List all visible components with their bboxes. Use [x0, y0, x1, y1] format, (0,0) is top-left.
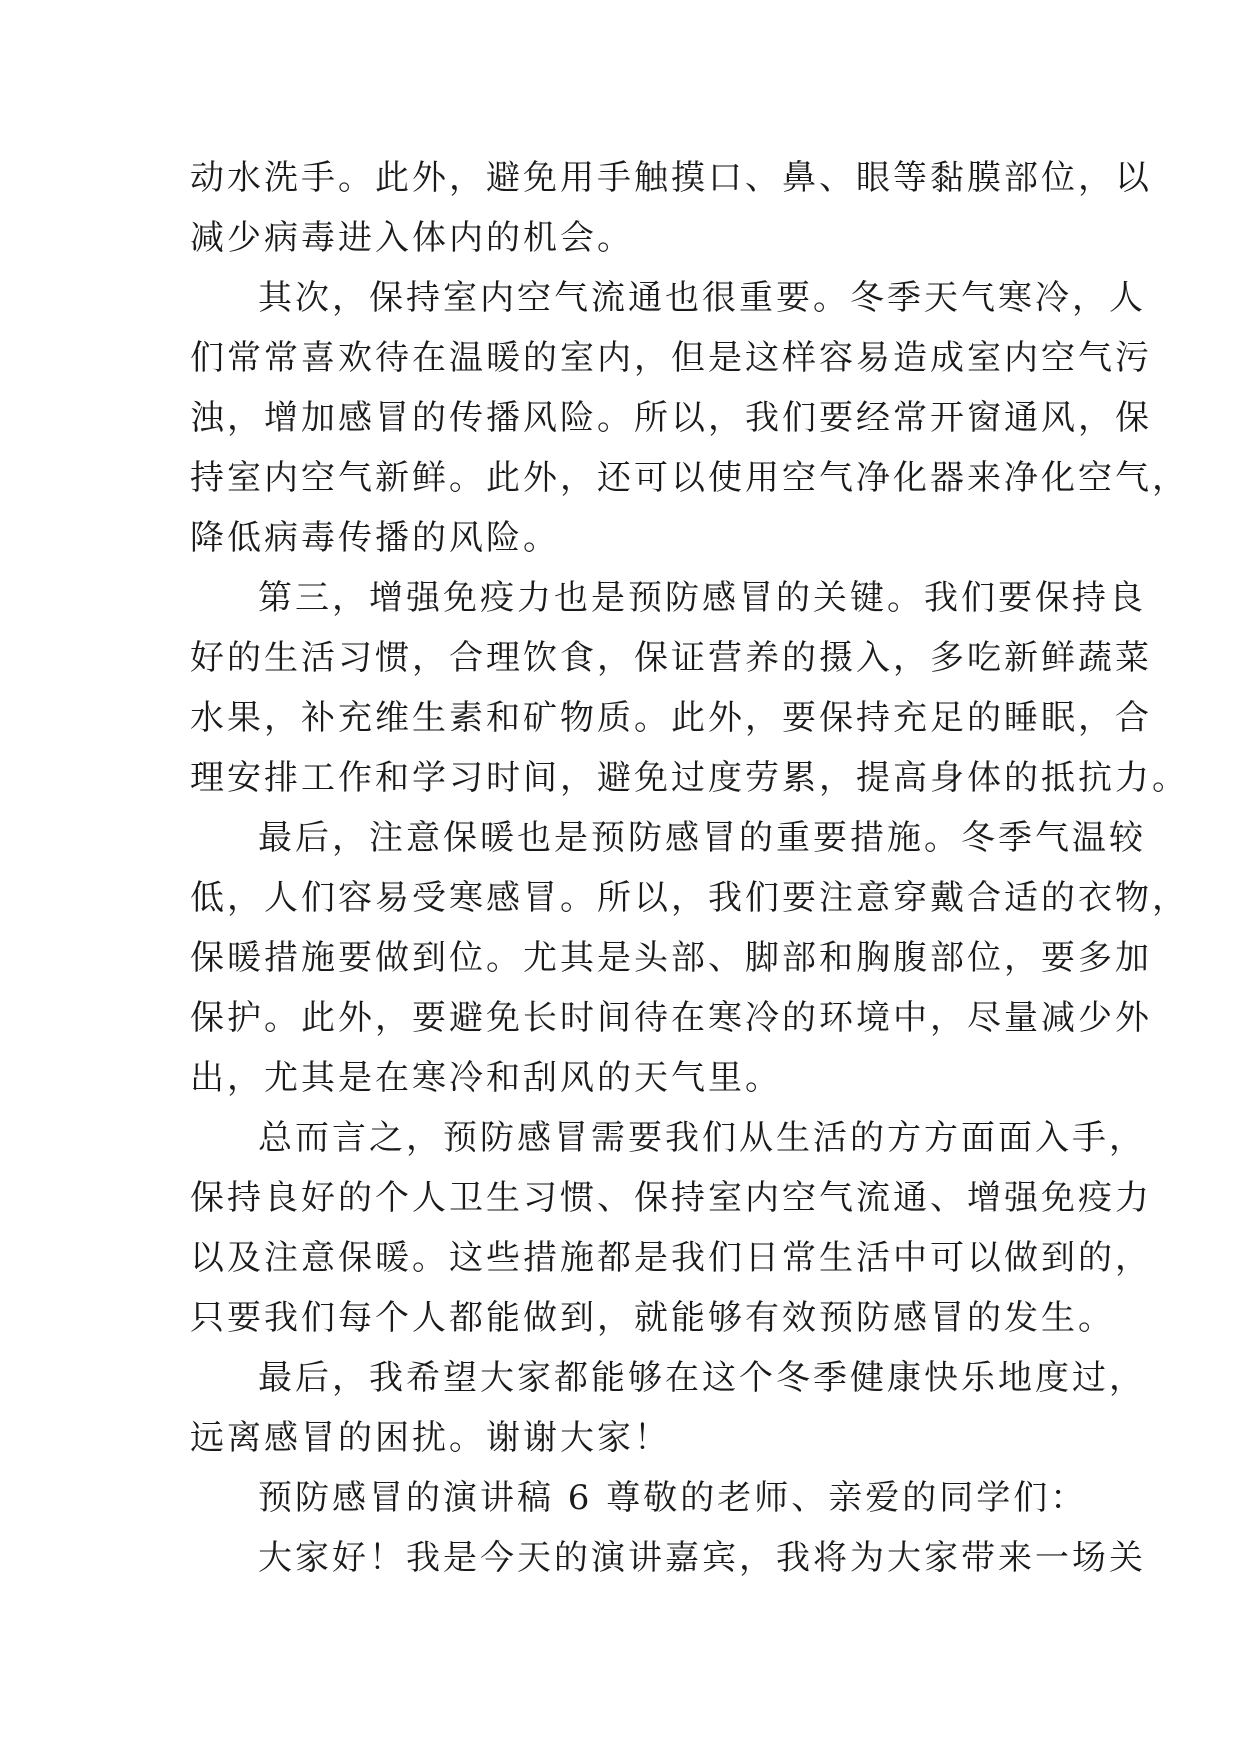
text-line: 远离感冒的困扰。谢谢大家！ [190, 1418, 671, 1458]
text-line: 最后，注意保暖也是预防感冒的重要措施。冬季气温较 [258, 818, 1146, 858]
text-line: 动水洗手。此外，避免用手触摸口、鼻、眼等黏膜部位，以 [190, 158, 1152, 198]
document-body [190, 148, 1189, 1588]
text-line: 水果，补充维生素和矿物质。此外，要保持充足的睡眠，合 [190, 698, 1152, 738]
text-line: 总而言之，预防感冒需要我们从生活的方方面面入手， [258, 1118, 1146, 1158]
text-line: 持室内空气新鲜。此外，还可以使用空气净化器来净化空气， [190, 458, 1189, 498]
text-line: 好的生活习惯，合理饮食，保证营养的摄入，多吃新鲜蔬菜 [190, 638, 1152, 678]
text-line: 低，人们容易受寒感冒。所以，我们要注意穿戴合适的衣物， [190, 878, 1189, 918]
text-line: 出，尤其是在寒冷和刮风的天气里。 [190, 1058, 782, 1098]
text-line: 大家好！我是今天的演讲嘉宾，我将为大家带来一场关 [258, 1538, 1146, 1578]
text-line: 只要我们每个人都能做到，就能够有效预防感冒的发生。 [190, 1298, 1115, 1338]
text-line: 预防感冒的演讲稿 6 尊敬的老师、亲爱的同学们： [258, 1478, 1088, 1518]
text-line: 以及注意保暖。这些措施都是我们日常生活中可以做到的， [190, 1238, 1152, 1278]
text-line: 其次，保持室内空气流通也很重要。冬季天气寒冷，人 [258, 278, 1146, 318]
text-line: 第三，增强免疫力也是预防感冒的关键。我们要保持良 [258, 578, 1146, 618]
text-line: 保护。此外，要避免长时间待在寒冷的环境中，尽量减少外 [190, 998, 1152, 1038]
text-line: 减少病毒进入体内的机会。 [190, 218, 634, 258]
text-line: 保暖措施要做到位。尤其是头部、脚部和胸腹部位，要多加 [190, 938, 1152, 978]
text-line: 保持良好的个人卫生习惯、保持室内空气流通、增强免疫力 [190, 1178, 1152, 1218]
text-line: 理安排工作和学习时间，避免过度劳累，提高身体的抵抗力。 [190, 758, 1189, 798]
text-line: 降低病毒传播的风险。 [190, 518, 560, 558]
text-line: 最后，我希望大家都能够在这个冬季健康快乐地度过， [258, 1358, 1146, 1398]
text-line: 浊，增加感冒的传播风险。所以，我们要经常开窗通风，保 [190, 398, 1152, 438]
text-line: 们常常喜欢待在温暖的室内，但是这样容易造成室内空气污 [190, 338, 1152, 378]
